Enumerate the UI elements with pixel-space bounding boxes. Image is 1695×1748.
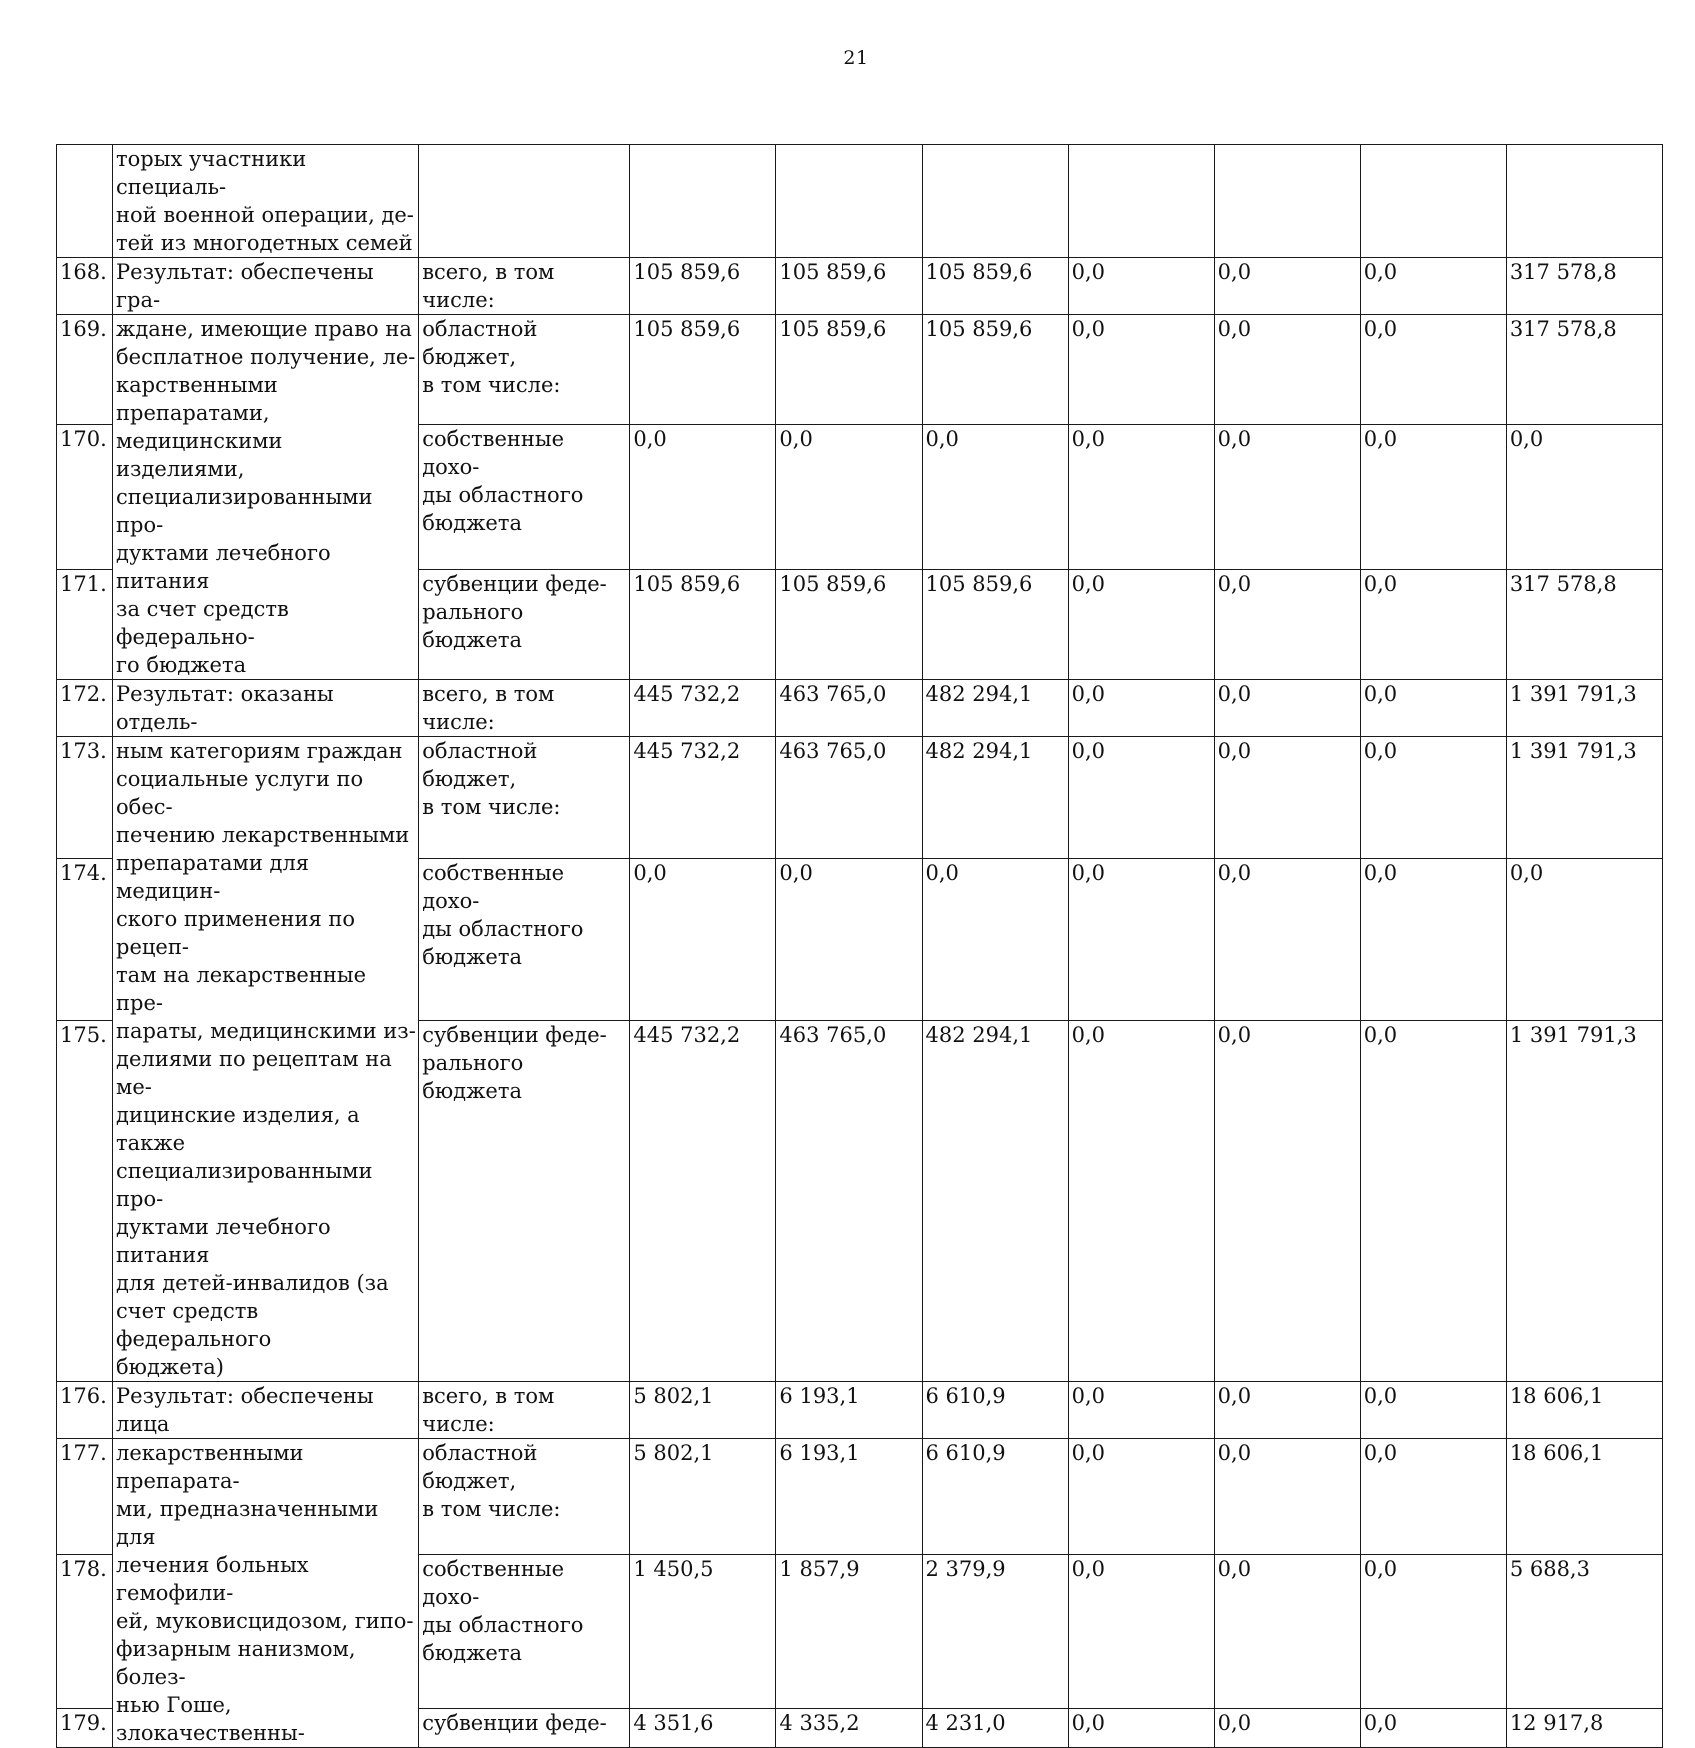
year-value-cell: 0,0 <box>1068 1439 1214 1555</box>
year-value-cell: 0,0 <box>1214 1439 1360 1555</box>
row-number-cell: 175. <box>57 1021 113 1382</box>
description-cell: ждане, имеющие право на бесплатное получение, ле- карственными препаратами, медицинскими изделиями, специализированными про- дуктами лечебного питания за счет средств федерально- го бюджета <box>113 315 419 680</box>
funding-source-cell: областной бюджет, в том числе: <box>419 737 630 859</box>
year-value-cell: 105 859,6 <box>922 258 1068 315</box>
total-value-cell: 1 391 791,3 <box>1506 1021 1662 1382</box>
year-value-cell: 105 859,6 <box>630 570 776 680</box>
total-value-cell: 0,0 <box>1506 859 1662 1021</box>
funding-source-cell: собственные дохо- ды областного бюджета <box>419 859 630 1021</box>
year-value-cell: 6 193,1 <box>776 1439 922 1555</box>
row-number-cell: 170. <box>57 424 113 570</box>
funding-source-cell: всего, в том числе: <box>419 1382 630 1439</box>
row-number-cell: 168. <box>57 258 113 315</box>
year-value-cell: 0,0 <box>922 859 1068 1021</box>
funding-source-cell: собственные дохо- ды областного бюджета <box>419 1554 630 1708</box>
year-value-cell: 445 732,2 <box>630 680 776 737</box>
total-value-cell: 317 578,8 <box>1506 258 1662 315</box>
description-cell: Результат: обеспечены гра- <box>113 258 419 315</box>
funding-source-cell: всего, в том числе: <box>419 258 630 315</box>
year-value-cell: 0,0 <box>1214 680 1360 737</box>
funding-source-cell: собственные дохо- ды областного бюджета <box>419 424 630 570</box>
table-row <box>57 737 1663 859</box>
year-value-cell: 0,0 <box>776 424 922 570</box>
description-cell: торых участники специаль- ной военной операции, де- тей из многодетных семей <box>113 145 419 258</box>
year-value-cell: 0,0 <box>1360 424 1506 570</box>
row-number-cell: 171. <box>57 570 113 680</box>
total-value-cell: 317 578,8 <box>1506 315 1662 425</box>
year-value-cell: 0,0 <box>630 424 776 570</box>
table-row <box>57 1382 1663 1439</box>
year-value-cell: 0,0 <box>1068 1708 1214 1747</box>
year-value-cell: 1 450,5 <box>630 1554 776 1708</box>
year-value-cell: 0,0 <box>1360 1382 1506 1439</box>
total-value-cell: 5 688,3 <box>1506 1554 1662 1708</box>
year-value-cell: 482 294,1 <box>922 737 1068 859</box>
total-value-cell: 12 917,8 <box>1506 1708 1662 1747</box>
row-number-cell <box>57 145 113 258</box>
year-value-cell: 5 802,1 <box>630 1382 776 1439</box>
year-value-cell <box>630 145 776 258</box>
year-value-cell: 0,0 <box>1214 1554 1360 1708</box>
year-value-cell: 0,0 <box>1068 424 1214 570</box>
year-value-cell: 0,0 <box>1360 258 1506 315</box>
funding-source-cell: всего, в том числе: <box>419 680 630 737</box>
row-number-cell: 177. <box>57 1439 113 1555</box>
year-value-cell <box>1360 145 1506 258</box>
year-value-cell: 445 732,2 <box>630 737 776 859</box>
year-value-cell: 105 859,6 <box>630 258 776 315</box>
year-value-cell: 0,0 <box>1214 1021 1360 1382</box>
description-cell: Результат: оказаны отдель- <box>113 680 419 737</box>
year-value-cell: 4 335,2 <box>776 1708 922 1747</box>
year-value-cell: 1 857,9 <box>776 1554 922 1708</box>
funding-source-cell: областной бюджет, в том числе: <box>419 1439 630 1555</box>
funding-source-cell: субвенции феде- рального бюджета <box>419 1021 630 1382</box>
year-value-cell: 445 732,2 <box>630 1021 776 1382</box>
year-value-cell: 463 765,0 <box>776 680 922 737</box>
year-value-cell: 0,0 <box>1068 258 1214 315</box>
year-value-cell: 0,0 <box>1214 258 1360 315</box>
year-value-cell: 0,0 <box>630 859 776 1021</box>
row-number-cell: 179. <box>57 1708 113 1747</box>
description-cell: ным категориям граждан социальные услуги по обес- печению лекарственными препаратами для медицин- ского применения по рецеп- там на лекарственные пре- параты, медицинскими из- делиями по рецептам на ме- дицинские изделия, а также специализированными про- дуктами лечебного питания для детей-инвалидов (за счет средств федерального бюджета) <box>113 737 419 1382</box>
year-value-cell <box>1068 145 1214 258</box>
total-value-cell: 1 391 791,3 <box>1506 737 1662 859</box>
year-value-cell: 0,0 <box>1360 315 1506 425</box>
row-number-cell: 178. <box>57 1554 113 1708</box>
year-value-cell: 0,0 <box>1360 1554 1506 1708</box>
year-value-cell: 105 859,6 <box>630 315 776 425</box>
year-value-cell: 0,0 <box>776 859 922 1021</box>
row-number-cell: 169. <box>57 315 113 425</box>
year-value-cell: 0,0 <box>1214 1382 1360 1439</box>
year-value-cell: 105 859,6 <box>922 570 1068 680</box>
year-value-cell: 0,0 <box>1068 1021 1214 1382</box>
row-number-cell: 174. <box>57 859 113 1021</box>
year-value-cell: 0,0 <box>1068 680 1214 737</box>
year-value-cell: 0,0 <box>1214 859 1360 1021</box>
year-value-cell: 0,0 <box>1214 1708 1360 1747</box>
funding-source-cell: субвенции феде- <box>419 1708 630 1747</box>
year-value-cell: 482 294,1 <box>922 680 1068 737</box>
year-value-cell: 0,0 <box>1214 424 1360 570</box>
table-row <box>57 680 1663 737</box>
year-value-cell: 4 351,6 <box>630 1708 776 1747</box>
year-value-cell: 0,0 <box>1068 570 1214 680</box>
year-value-cell: 0,0 <box>1214 737 1360 859</box>
total-value-cell: 18 606,1 <box>1506 1439 1662 1555</box>
year-value-cell: 105 859,6 <box>776 570 922 680</box>
row-number-cell: 172. <box>57 680 113 737</box>
year-value-cell: 105 859,6 <box>922 315 1068 425</box>
year-value-cell: 6 610,9 <box>922 1382 1068 1439</box>
year-value-cell: 0,0 <box>1068 737 1214 859</box>
year-value-cell: 0,0 <box>1360 680 1506 737</box>
year-value-cell: 0,0 <box>1360 1708 1506 1747</box>
total-value-cell: 0,0 <box>1506 424 1662 570</box>
year-value-cell: 0,0 <box>1214 315 1360 425</box>
table-row <box>57 258 1663 315</box>
total-value-cell <box>1506 145 1662 258</box>
row-number-cell: 176. <box>57 1382 113 1439</box>
year-value-cell: 6 610,9 <box>922 1439 1068 1555</box>
funding-source-cell: областной бюджет, в том числе: <box>419 315 630 425</box>
description-cell: лекарственными препарата- ми, предназначенными для лечения больных гемофили- ей, муковисцидозом, гипо- физарным нанизмом, болез- нью Гоше, злокачественны- <box>113 1439 419 1748</box>
year-value-cell: 2 379,9 <box>922 1554 1068 1708</box>
year-value-cell: 6 193,1 <box>776 1382 922 1439</box>
year-value-cell: 463 765,0 <box>776 1021 922 1382</box>
year-value-cell: 0,0 <box>1068 1554 1214 1708</box>
year-value-cell: 105 859,6 <box>776 315 922 425</box>
funding-source-cell <box>419 145 630 258</box>
budget-table <box>56 144 1663 1748</box>
year-value-cell: 0,0 <box>1214 570 1360 680</box>
year-value-cell: 0,0 <box>1068 1382 1214 1439</box>
year-value-cell <box>776 145 922 258</box>
table-row <box>57 1439 1663 1555</box>
year-value-cell: 0,0 <box>1068 859 1214 1021</box>
total-value-cell: 18 606,1 <box>1506 1382 1662 1439</box>
year-value-cell: 0,0 <box>1360 1439 1506 1555</box>
year-value-cell <box>922 145 1068 258</box>
table-row <box>57 315 1663 425</box>
funding-source-cell: субвенции феде- рального бюджета <box>419 570 630 680</box>
year-value-cell: 105 859,6 <box>776 258 922 315</box>
page-number: 21 <box>843 47 869 69</box>
year-value-cell <box>1214 145 1360 258</box>
total-value-cell: 1 391 791,3 <box>1506 680 1662 737</box>
year-value-cell: 482 294,1 <box>922 1021 1068 1382</box>
year-value-cell: 4 231,0 <box>922 1708 1068 1747</box>
year-value-cell: 463 765,0 <box>776 737 922 859</box>
total-value-cell: 317 578,8 <box>1506 570 1662 680</box>
description-cell: Результат: обеспечены лица <box>113 1382 419 1439</box>
table-body <box>57 145 1663 1748</box>
table-row <box>57 145 1663 258</box>
row-number-cell: 173. <box>57 737 113 859</box>
year-value-cell: 0,0 <box>1360 859 1506 1021</box>
year-value-cell: 0,0 <box>1360 570 1506 680</box>
year-value-cell: 0,0 <box>1360 1021 1506 1382</box>
year-value-cell: 0,0 <box>1068 315 1214 425</box>
year-value-cell: 5 802,1 <box>630 1439 776 1555</box>
year-value-cell: 0,0 <box>922 424 1068 570</box>
year-value-cell: 0,0 <box>1360 737 1506 859</box>
